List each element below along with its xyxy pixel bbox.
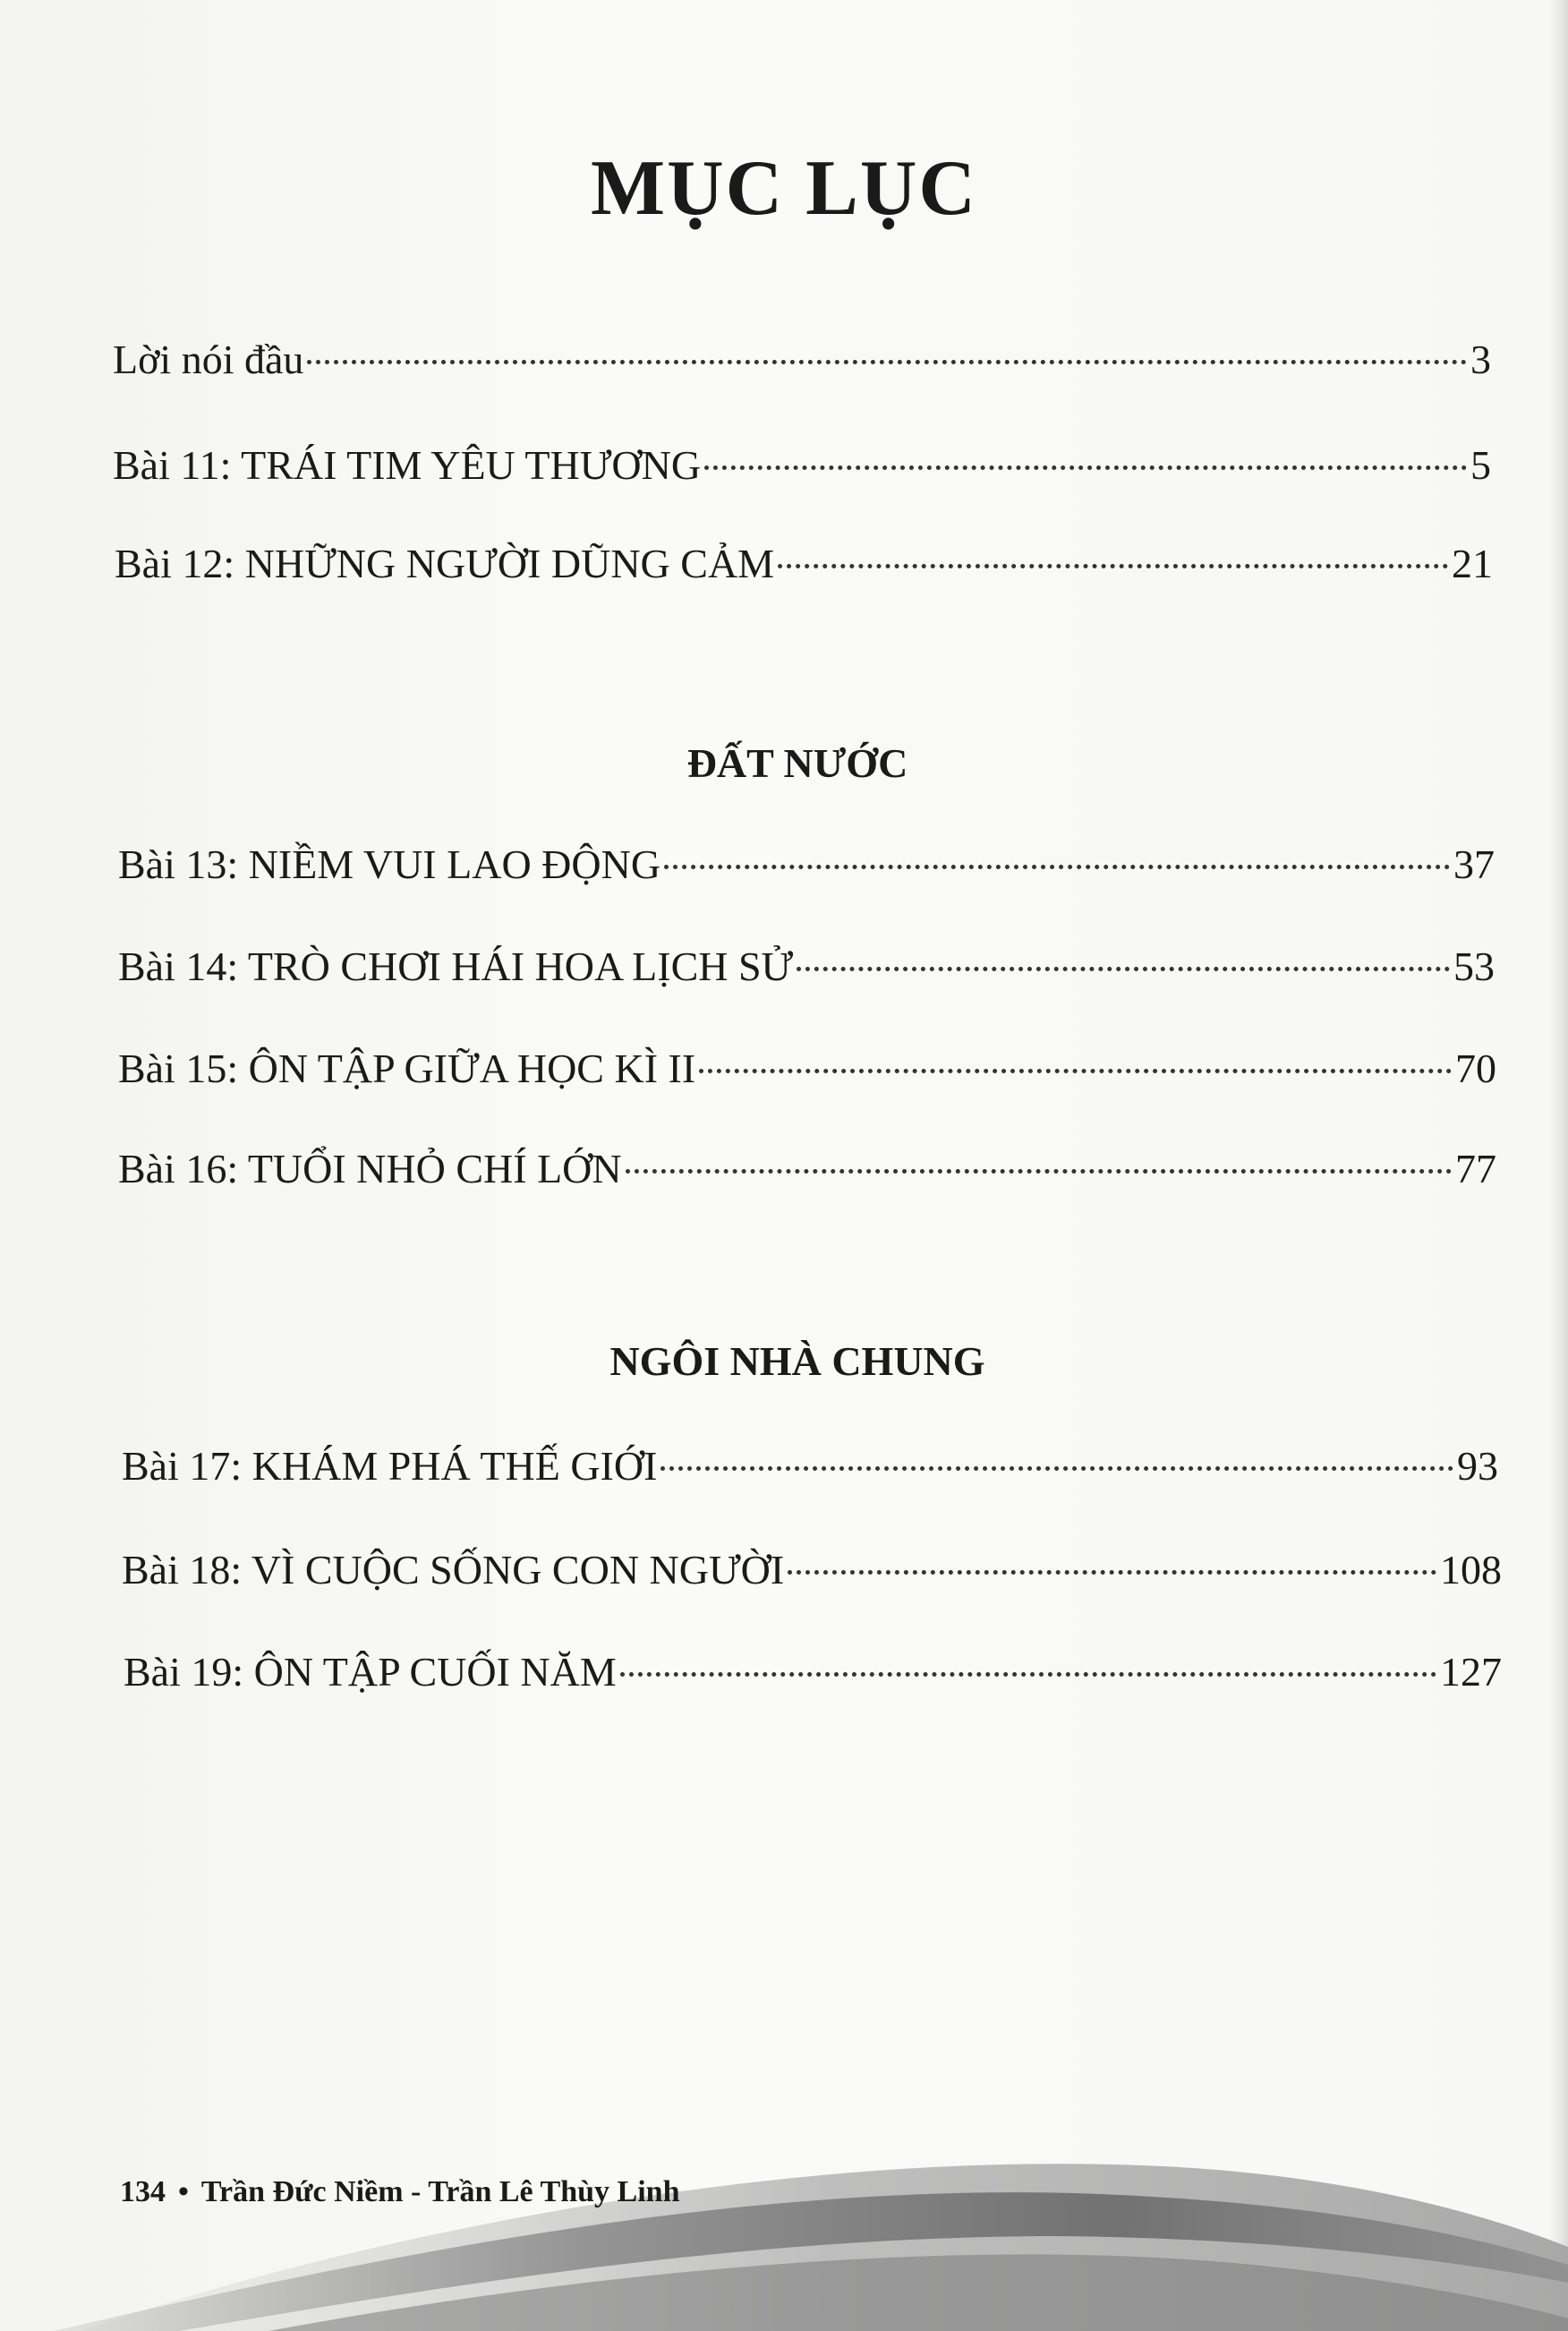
page-edge-shadow xyxy=(1548,0,1568,2331)
toc-entry[interactable] xyxy=(113,439,1491,492)
toc-entry-label: Bài 13: NIỀM VUI LAO ĐỘNG xyxy=(118,841,661,887)
toc-leader-dots xyxy=(660,1466,1453,1471)
toc-entry[interactable] xyxy=(118,1142,1496,1196)
toc-entry-label: Bài 18: VÌ CUỘC SỐNG CON NGƯỜI xyxy=(122,1547,785,1592)
toc-entry-label: Bài 12: NHỮNG NGƯỜI DŨNG CẢM xyxy=(115,541,775,586)
toc-entry-label: Bài 19: ÔN TẬP CUỐI NĂM xyxy=(124,1649,617,1695)
toc-entry-label: Bài 16: TUỔI NHỎ CHÍ LỚN xyxy=(118,1146,622,1191)
page-title: MỤC LỤC xyxy=(591,145,977,232)
page-footer xyxy=(120,2175,679,2209)
toc-leader-dots xyxy=(620,1672,1436,1677)
decorative-swoosh-graphic xyxy=(0,2130,1568,2331)
toc-entry-page: 5 xyxy=(1470,442,1491,488)
toc-entry-page: 93 xyxy=(1457,1443,1498,1489)
toc-entry[interactable] xyxy=(118,838,1495,892)
toc-entry-label: Bài 11: TRÁI TIM YÊU THƯƠNG xyxy=(113,442,702,488)
toc-leader-dots xyxy=(778,564,1448,568)
toc-entry-page: 77 xyxy=(1455,1146,1496,1191)
toc-entry-label: Lời nói đầu xyxy=(113,337,304,382)
toc-entry[interactable] xyxy=(122,1543,1502,1597)
toc-entry-page: 3 xyxy=(1470,337,1491,382)
toc-entry-label: Bài 14: TRÒ CHƠI HÁI HOA LỊCH SỬ xyxy=(118,944,794,989)
footer-authors: Trần Đức Niềm - Trần Lê Thùy Linh xyxy=(200,2175,680,2208)
toc-entry[interactable] xyxy=(122,1439,1498,1493)
toc-entry-page: 127 xyxy=(1440,1649,1502,1695)
footer-page-number: 134 xyxy=(120,2175,166,2208)
toc-leader-dots xyxy=(699,1069,1452,1073)
toc-leader-dots xyxy=(626,1169,1452,1174)
toc-leader-dots xyxy=(664,865,1450,869)
toc-entry-label: Bài 17: KHÁM PHÁ THẾ GIỚI xyxy=(122,1443,658,1489)
section-heading-dat-nuoc: ĐẤT NƯỚC xyxy=(686,740,908,786)
toc-entry-page: 21 xyxy=(1452,541,1493,586)
toc-entry[interactable] xyxy=(118,940,1495,994)
toc-entry-page: 70 xyxy=(1455,1046,1496,1091)
toc-entry-label: Bài 15: ÔN TẬP GIỮA HỌC KÌ II xyxy=(118,1046,696,1091)
toc-entry-page: 37 xyxy=(1453,841,1495,887)
toc-entry-page: 108 xyxy=(1440,1547,1502,1592)
toc-leader-dots xyxy=(307,360,1467,364)
toc-entry[interactable] xyxy=(118,1042,1496,1096)
section-heading-ngoi-nha-chung: NGÔI NHÀ CHUNG xyxy=(609,1338,985,1384)
toc-entry[interactable] xyxy=(115,537,1493,591)
toc-leader-dots xyxy=(797,967,1450,971)
toc-entry[interactable] xyxy=(113,333,1491,387)
toc-leader-dots xyxy=(704,465,1467,470)
toc-leader-dots xyxy=(788,1570,1436,1575)
toc-entry-page: 53 xyxy=(1453,944,1495,989)
footer-bullet: • xyxy=(178,2175,189,2208)
toc-entry[interactable] xyxy=(124,1645,1502,1699)
